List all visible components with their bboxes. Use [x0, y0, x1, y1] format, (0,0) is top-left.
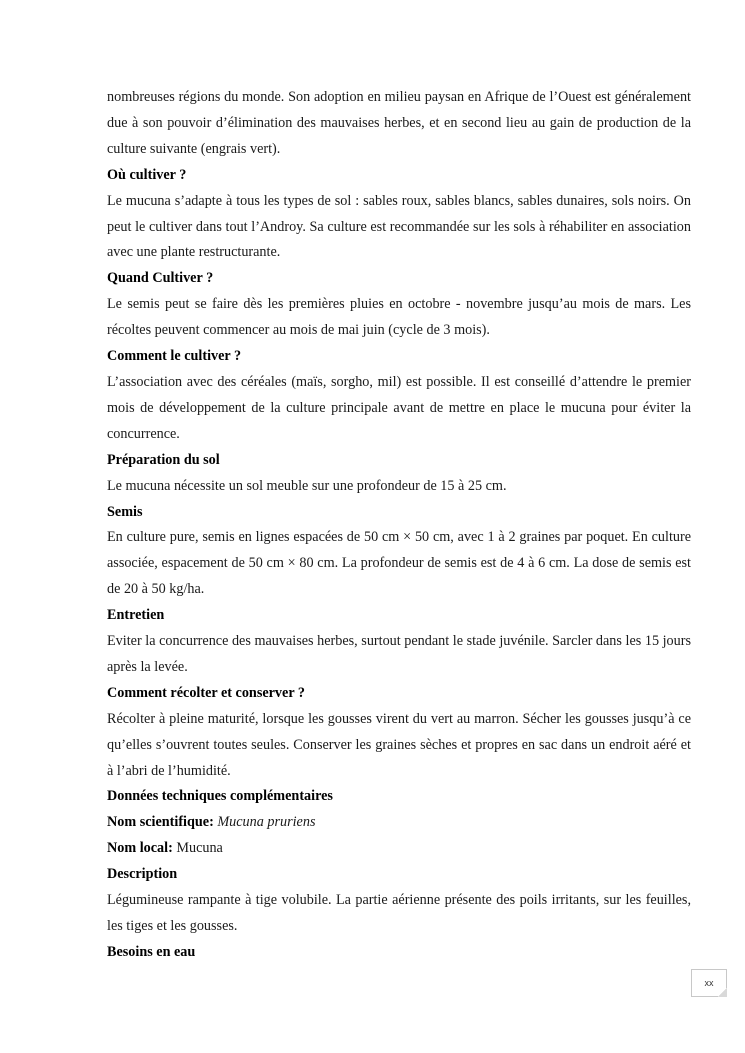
local-name-value: Mucuna [176, 840, 223, 857]
heading-preparation-sol: Préparation du sol [107, 451, 220, 468]
heading-comment-cultiver: Comment le cultiver ? [107, 348, 242, 365]
intro-paragraph: nombreuses régions du monde. Son adoption en milieu paysan en Afrique de l’Ouest est généralement due à son pouvoir d’élimination des mauvaises herbes, et en second lieu au gain de production de la culture suivante (engrais vert). [107, 89, 691, 157]
local-name-row [107, 836, 691, 862]
heading-semis: Semis [107, 503, 143, 520]
heading-ou-cultiver: Où cultiver ? [107, 166, 187, 183]
paragraph-comment-cultiver: L’association avec des céréales (maïs, sorgho, mil) est possible. Il est conseillé d’attendre le premier mois de développement de la culture principale avant de mettre en place le mucuna pour éviter la concurrence. [107, 373, 691, 442]
local-name-label: Nom local: [107, 840, 173, 857]
paragraph-preparation-sol: Le mucuna nécessite un sol meuble sur une profondeur de 15 à 25 cm. [107, 477, 507, 494]
scientific-name-row [107, 810, 691, 836]
scientific-name-label: Nom scientifique: [107, 814, 214, 831]
heading-quand-cultiver: Quand Cultiver ? [107, 270, 214, 287]
heading-recolter-conserver: Comment récolter et conserver ? [107, 684, 306, 701]
paragraph-description: Légumineuse rampante à tige volubile. La partie aérienne présente des poils irritants, sur les feuilles, les tiges et les gousses. [107, 892, 691, 934]
page-number-text: xx [704, 978, 714, 988]
scientific-name-value: Mucuna pruriens [217, 814, 316, 831]
paragraph-recolter-conserver: Récolter à pleine maturité, lorsque les gousses virent du vert au marron. Sécher les gousses jusqu’à ce qu’elles s’ouvrent toutes seules. Conserver les graines sèches et propres en sac dans un endroit aéré et à l’abri de l’humidité. [107, 710, 691, 779]
paragraph-semis: En culture pure, semis en lignes espacées de 50 cm × 50 cm, avec 1 à 2 graines par poquet. En culture associée, espacement de 50 cm × 80 cm. La profondeur de semis est de 4 à 6 cm. La dose de semis est de 20 à 50 kg/ha. [107, 529, 691, 598]
paragraph-entretien: Eviter la concurrence des mauvaises herbes, surtout pendant le stade juvénile. Sarcler dans les 15 jours après la levée. [107, 633, 691, 675]
heading-besoins-eau: Besoins en eau [107, 943, 196, 960]
heading-donnees-techniques: Données techniques complémentaires [107, 788, 333, 805]
paragraph-quand-cultiver: Le semis peut se faire dès les premières pluies en octobre - novembre jusqu’au mois de mars. Les récoltes peuvent commencer au mois de mai juin (cycle de 3 mois). [107, 296, 691, 339]
paragraph-ou-cultiver: Le mucuna s’adapte à tous les types de sol : sables roux, sables blancs, sables dunaires, sols noirs. On peut le cultiver dans tout l’Androy. Sa culture est recommandée sur les sols à réhabiliter en association avec une plante restructurante. [107, 192, 691, 261]
page-content [107, 85, 691, 966]
page-number-badge [691, 969, 727, 997]
heading-entretien: Entretien [107, 607, 165, 624]
heading-description: Description [107, 866, 178, 883]
